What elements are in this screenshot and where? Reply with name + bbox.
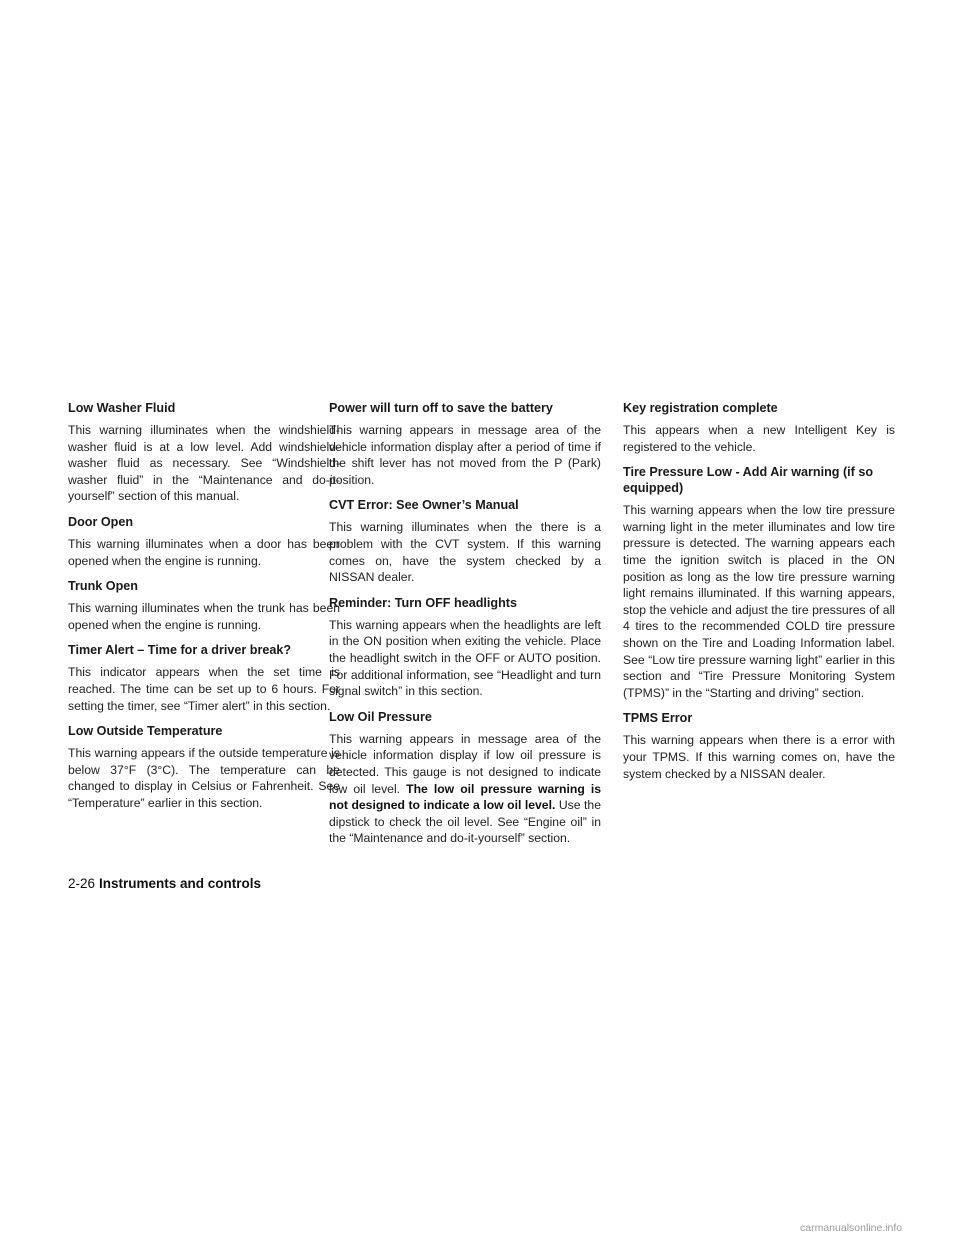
paragraph-timer-alert: This indicator appears when the set time is reached. The time can be set up to 6 hours. For setting the timer, see “Timer alert” in this section. xyxy=(68,665,340,713)
paragraph-low-washer-fluid: This warning illuminates when the windshield-washer fluid is at a low level. Add windshield-washer fluid as necessary. See “Windshield-washer fluid” in the “Maintenance and do-it-yourself” section of this manual. xyxy=(68,423,340,504)
paragraph-low-outside-temperature: This warning appears if the outside temperature is below 37°F (3°C). The temperature can be changed to display in Celsius or Fahrenheit. See “Temperature” earlier in this section. xyxy=(68,746,340,810)
paragraph-tpms-error: This warning appears when there is a error with your TPMS. If this warning comes on, have the system checked by a NISSAN dealer. xyxy=(623,733,895,781)
heading-low-oil-pressure: Low Oil Pressure xyxy=(329,709,432,724)
oil-text-after: Use the dipstick to check the oil level. See “Engine oil” in the “Maintenance and do-it-yourself” section. xyxy=(329,798,601,846)
section-title: Instruments and controls xyxy=(99,876,262,891)
heading-power-turn-off: Power will turn off to save the battery xyxy=(329,401,553,415)
paragraph-trunk-open: This warning illuminates when the trunk has been opened when the engine is running. xyxy=(68,601,340,632)
column-3 xyxy=(623,400,895,791)
paragraph-door-open: This warning illuminates when a door has been opened when the engine is running. xyxy=(68,536,340,568)
column-1 xyxy=(68,400,340,821)
paragraph-power-turn-off: This warning appears in message area of the vehicle information display after a period of time if the shift lever has not moved from the P (Park) position. xyxy=(329,423,601,487)
heading-tpms-error: TPMS Error xyxy=(623,711,693,726)
page-footer xyxy=(68,876,261,891)
oil-text-bold: The low oil pressure warning is not designed to indicate a low oil level. xyxy=(329,781,602,813)
watermark: carmanualsonline.info xyxy=(800,1222,903,1234)
heading-reminder-headlights: Reminder: Turn OFF headlights xyxy=(329,595,517,610)
page-number: 2-26 xyxy=(68,876,96,891)
heading-key-registration: Key registration complete xyxy=(623,401,778,415)
heading-timer-alert: Timer Alert – Time for a driver break? xyxy=(68,643,292,658)
heading-low-outside-temperature: Low Outside Temperature xyxy=(68,724,223,739)
heading-door-open: Door Open xyxy=(68,514,134,529)
paragraph-key-registration: This appears when a new Intelligent Key is registered to the vehicle. xyxy=(623,423,895,454)
heading-cvt-error: CVT Error: See Owner’s Manual xyxy=(329,498,519,513)
heading-trunk-open: Trunk Open xyxy=(68,579,138,594)
paragraph-tire-pressure-low: This warning appears when the low tire pressure warning light in the meter illuminates and low tire pressure is detected. The warning appears each time the ignition switch is placed in the ON position as long as the low tire pressure warning light remains illuminated. If this warning appears, stop the vehicle and adjust the tire pressures of all 4 tires to the recommended COLD tire pressure shown on the Tire and Loading Information label. See “Low tire pressure warning light” earlier in this section and “Tire Pressure Monitoring System (TPMS)” in the “Starting and driving” section. xyxy=(623,503,895,700)
paragraph-cvt-error: This warning illuminates when the there is a problem with the CVT system. If this warning comes on, have the system checked by a NISSAN dealer. xyxy=(329,520,601,585)
heading-low-washer-fluid: Low Washer Fluid xyxy=(68,401,176,415)
heading-tire-pressure-low: Tire Pressure Low - Add Air warning (if so equipped) xyxy=(623,465,874,496)
column-2 xyxy=(329,400,601,856)
paragraph-low-oil-pressure xyxy=(329,731,601,847)
paragraph-reminder-headlights: This warning appears when the headlights are left in the ON position when exiting the vehicle. Place the headlight switch in the OFF or AUTO position. For additional information, see “Headlight and turn signal switch” in this section. xyxy=(329,617,601,699)
oil-text-before: This warning appears in message area of the vehicle information display if low oil pressure is detected. This gauge is not designed to indicate low oil level. xyxy=(329,731,601,796)
